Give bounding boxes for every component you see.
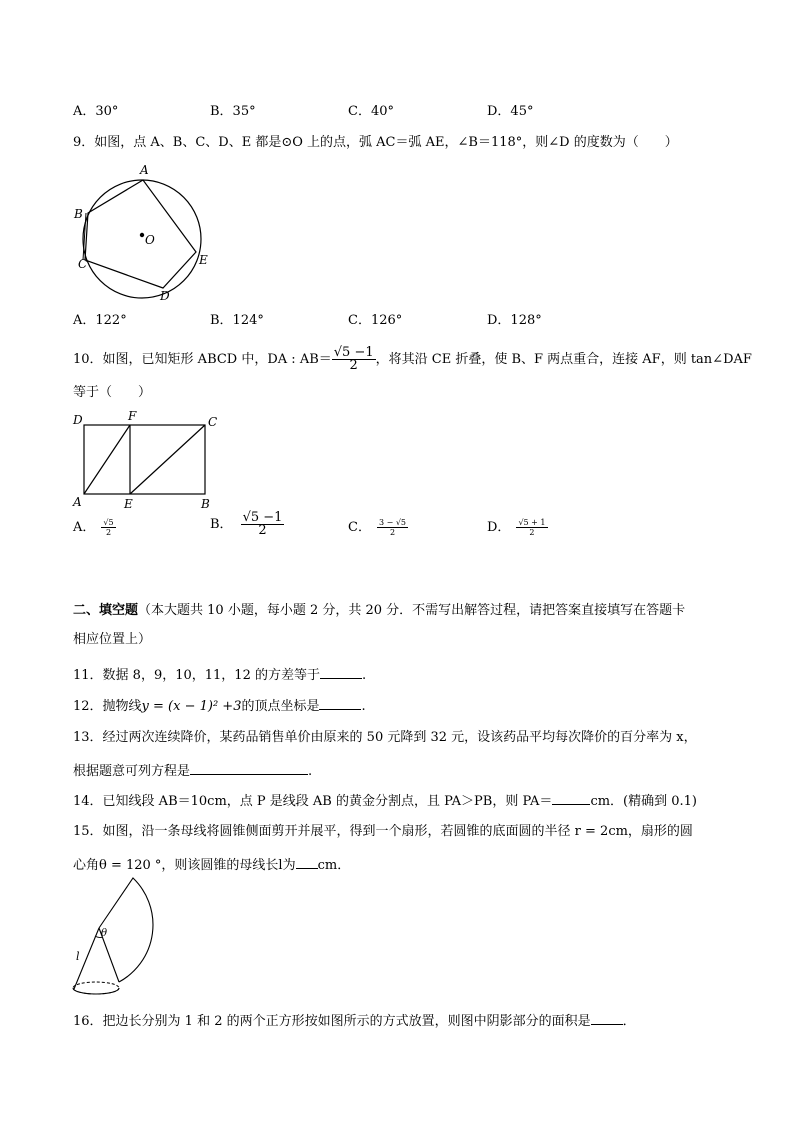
label-theta: θ: [101, 928, 108, 939]
q9-option-d: D．128°: [487, 313, 542, 328]
q15-answer-blank[interactable]: [296, 856, 318, 869]
q11: 11．数据 8，9，10，11，12 的方差等于 .: [73, 668, 367, 683]
rectangle-abcd: [84, 425, 205, 494]
q14: 14．已知线段 AB＝10cm，点 P 是线段 AB 的黄金分割点，且 PA＞PB，则 PA＝ cm．(精确到 0.1): [73, 794, 697, 809]
label-d: D: [160, 289, 170, 303]
q9-option-b: B．124°: [210, 313, 264, 328]
q10-ratio-den: 2: [349, 358, 358, 373]
label-c: C: [78, 257, 88, 271]
q10-stem-part2: ，将其沿 CE 折叠，使 B、F 两点重合，连接 AF，则 tan∠DAF: [375, 352, 752, 367]
q11-answer-blank[interactable]: [320, 666, 362, 679]
q8-option-b: B．35°: [210, 104, 256, 119]
q10-option-d: D． $\frac{√5 + 1}{2}$: [487, 518, 546, 537]
q10-ratio-num: √5 −1: [333, 345, 374, 360]
section2-title: 二、填空题: [73, 603, 139, 618]
q12-answer-blank[interactable]: [319, 697, 361, 710]
label-e: E: [124, 497, 133, 511]
label-a: A: [140, 163, 149, 177]
q10-stem-line2: 等于（ ）: [73, 385, 152, 400]
segment-ce: [130, 425, 205, 494]
q10-rectangle-figure: [68, 408, 228, 513]
label-b: B: [74, 207, 83, 221]
q16: 16．把边长分别为 1 和 2 的两个正方形按如图所示的方式放置，则图中阴影部分的面积是 ．: [73, 1014, 636, 1029]
q9-option-c: C．126°: [348, 313, 403, 328]
sector-arc: [99, 878, 153, 982]
q9-circle-figure: [70, 160, 215, 305]
segment-af: [84, 425, 130, 494]
q10-option-c: C． $\frac{3 - √5}{2}$: [348, 518, 407, 537]
label-f: F: [128, 409, 137, 423]
q8-option-c: C．40°: [348, 104, 394, 119]
q12: 12．抛物线y = (x − 1)² +3的顶点坐标是 .: [73, 699, 366, 714]
center-point-o: [140, 233, 144, 237]
q15-cone-sector-figure: [70, 876, 180, 1002]
q14-answer-blank[interactable]: [552, 792, 590, 805]
q10-stem: [73, 343, 752, 377]
q15-line1: 15．如图，沿一条母线将圆锥侧面剪开并展平，得到一个扇形，若圆锥的底面圆的半径 r = 2cm，扇形的圆: [73, 824, 693, 839]
label-c: C: [208, 415, 218, 429]
q8-option-a: A．30°: [73, 104, 119, 119]
section2-desc-line2: 相应位置上）: [73, 632, 152, 647]
q12-formula: y = (x − 1)² +3: [141, 699, 242, 714]
label-a: A: [73, 495, 82, 509]
label-d: D: [73, 413, 83, 427]
q8-option-d: D．45°: [487, 104, 534, 119]
q10-option-b: B． $\frac{√5 -1}{2}$: [210, 510, 283, 538]
label-b: B: [201, 497, 210, 511]
q10-ratio-fraction: [332, 347, 376, 372]
section2-desc: （本大题共 10 小题，每小题 2 分，共 20 分．不需写出解答过程，请把答案直接填写在答题卡: [138, 603, 686, 618]
q16-answer-blank[interactable]: [591, 1012, 623, 1025]
section2-heading: [73, 603, 685, 619]
label-e: E: [199, 253, 208, 267]
q10-stem-part1: 10．如图，已知矩形 ABCD 中，DA : AB＝: [73, 352, 332, 367]
q10-option-a: A． $\frac{√5}{2}$: [73, 518, 114, 537]
q15-line2: 心角θ = 120 °，则该圆锥的母线长l为 cm．: [73, 858, 351, 873]
q9-stem: 9．如图，点 A、B、C、D、E 都是⊙O 上的点，弧 AC＝弧 AE，∠B＝118°，则∠D 的度数为（ ）: [73, 135, 678, 150]
q13-line1: 13．经过两次连续降价，某药品销售单价由原来的 50 元降到 32 元，设该药品平均每次降价的百分率为 x，: [73, 730, 697, 745]
q9-option-a: A．122°: [73, 313, 127, 328]
label-o: O: [145, 233, 155, 247]
label-l: l: [76, 950, 80, 963]
q13-answer-blank[interactable]: [190, 762, 308, 775]
q13-line2: 根据题意可列方程是 .: [73, 764, 313, 779]
